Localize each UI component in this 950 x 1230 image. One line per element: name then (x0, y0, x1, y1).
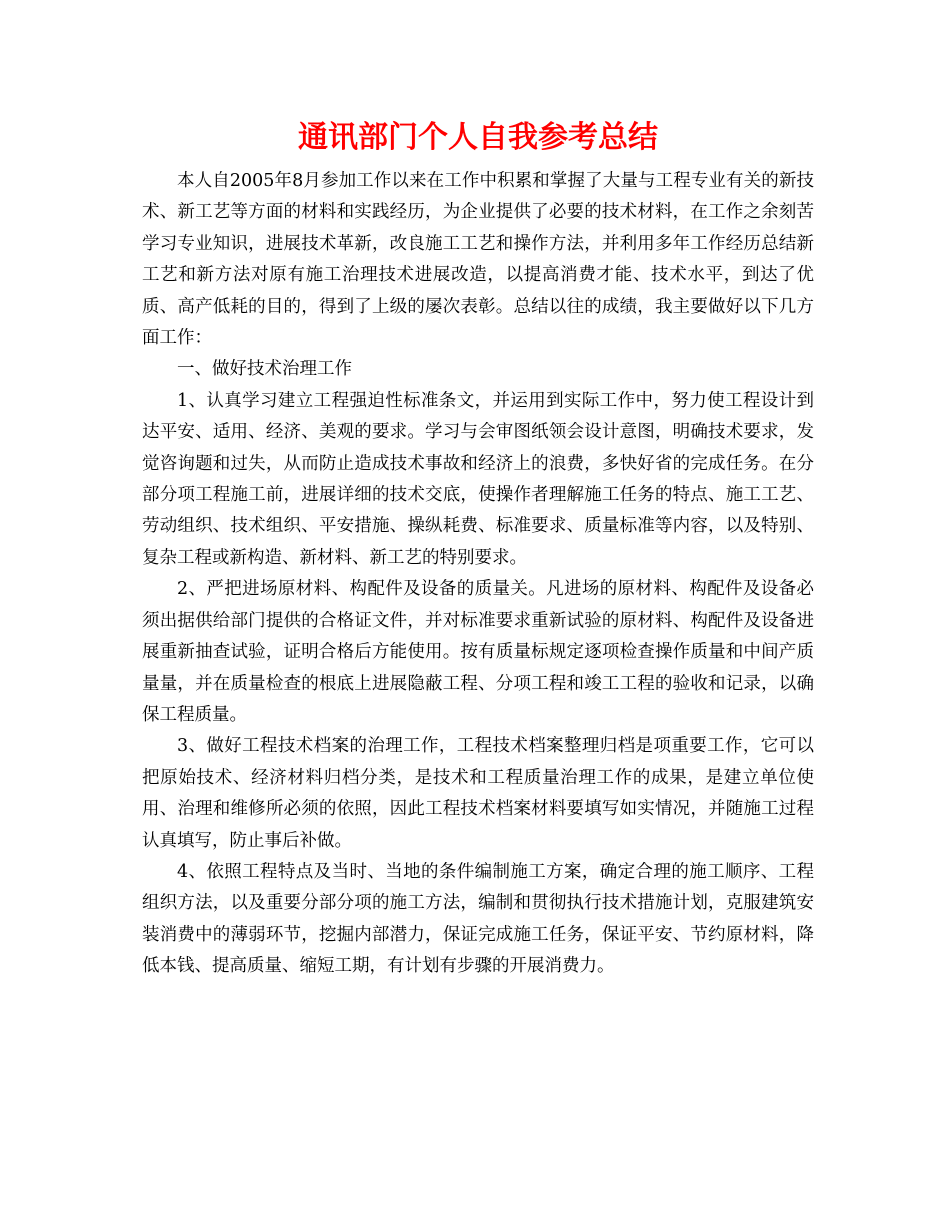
document-page (142, 118, 814, 983)
paragraph-item-2: 2、严把进场原材料、构配件及设备的质量关。凡进场的原材料、构配件及设备必须出据供给部门提供的合格证文件，并对标准要求重新试验的原材料、构配件及设备进展重新抽查试验，证明合格后方能使用。按有质量标规定逐项检查操作质量和中间产质量量，并在质量检查的根底上进展隐蔽工程、分项工程和竣工工程的验收和记录，以确保工程质量。 (142, 579, 814, 725)
document-title: 通讯部门个人自我参考总结 (298, 120, 658, 155)
section-heading: 一、做好技术治理工作 (177, 359, 352, 380)
paragraph-item-1: 1、认真学习建立工程强迫性标准条文，并运用到实际工作中，努力使工程设计到达平安、适用、经济、美观的要求。学习与会审图纸领会设计意图，明确技术要求，发觉咨询题和过失，从而防止造成技术事故和经济上的浪费，多快好省的完成任务。在分部分项工程施工前，进展详细的技术交底，使操作者理解施工任务的特点、施工工艺、劳动组织、技术组织、平安措施、操纵耗费、标准要求、质量标准等内容，以及特别、复杂工程或新构造、新材料、新工艺的特别要求。 (142, 390, 814, 568)
paragraph-intro: 本人自2005年8月参加工作以来在工作中积累和掌握了大量与工程专业有关的新技术、新工艺等方面的材料和实践经历，为企业提供了必要的技术材料，在工作之余刻苦学习专业知识，进展技术革新，改良施工工艺和操作方法，并利用多年工作经历总结新工艺和新方法对原有施工治理技术进展改造，以提高消费才能、技术水平，到达了优质、高产低耗的目的，得到了上级的屡次表彰。总结以往的成绩，我主要做好以下几方面工作： (142, 171, 814, 349)
paragraph-item-4: 4、依照工程特点及当时、当地的条件编制施工方案，确定合理的施工顺序、工程组织方法，以及重要分部分项的施工方法，编制和贯彻执行技术措施计划，克服建筑安装消费中的薄弱环节，挖掘内部潜力，保证完成施工任务，保证平安、节约原材料，降低本钱、提高质量、缩短工期，有计划有步骤的开展消费力。 (142, 861, 814, 977)
paragraph-item-3: 3、做好工程技术档案的治理工作，工程技术档案整理归档是项重要工作，它可以把原始技术、经济材料归档分类，是技术和工程质量治理工作的成果，是建立单位使用、治理和维修所必须的依照，因此工程技术档案材料要填写如实情况，并随施工过程认真填写，防止事后补做。 (142, 736, 814, 851)
